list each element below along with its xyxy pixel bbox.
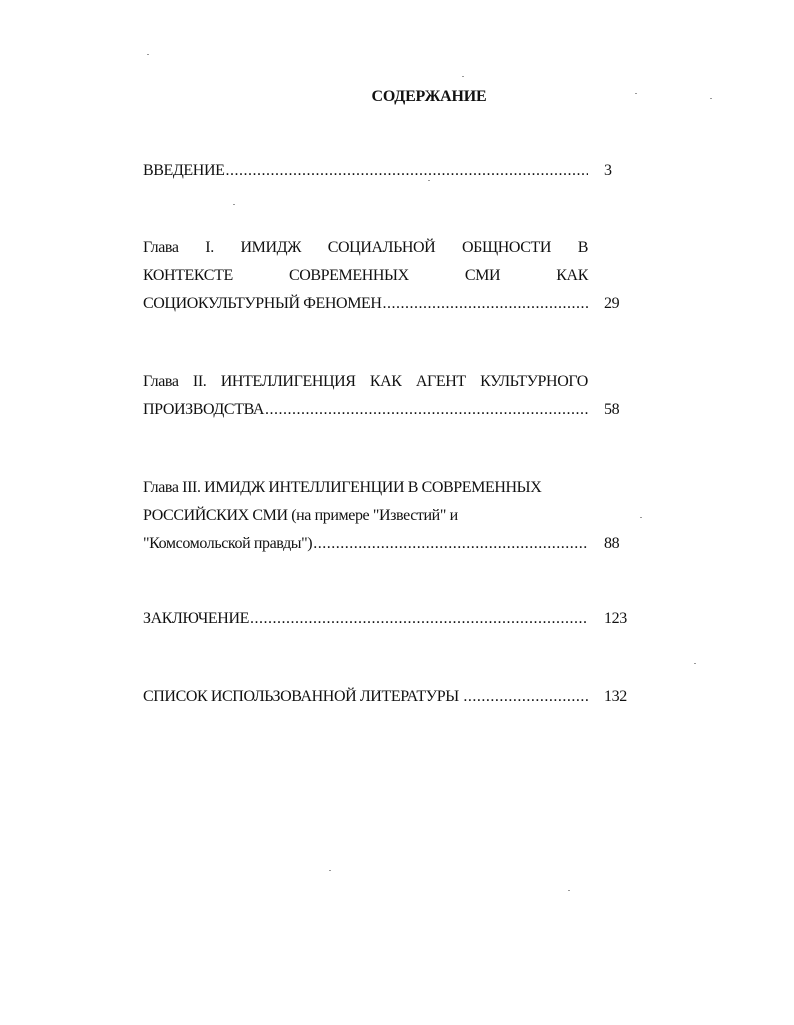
toc-entry-line <box>143 157 633 185</box>
toc-title-text: СОДЕРЖАНИЕ <box>371 88 487 105</box>
toc-word: КАК <box>556 267 588 284</box>
toc-page-number: 132 <box>604 688 627 705</box>
toc-entry-label: СОЦИОКУЛЬТУРНЫЙ ФЕНОМЕН <box>143 295 382 312</box>
toc-entry-bibliography <box>143 683 633 711</box>
toc-entry-label: ВВЕДЕНИЕ <box>143 162 225 179</box>
toc-entry-label: ЗАКЛЮЧЕНИЕ <box>143 610 249 627</box>
toc-entry-line <box>143 290 633 318</box>
toc-leader-dots <box>313 530 588 558</box>
scan-speck <box>635 93 637 94</box>
toc-word: ОБЩНОСТИ <box>462 239 552 256</box>
toc-word: ИНТЕЛЛИГЕНЦИЯ <box>220 373 356 390</box>
scan-speck <box>710 98 712 99</box>
toc-word: СМИ <box>464 267 501 284</box>
scan-speck <box>694 663 696 664</box>
toc-entry-line <box>143 234 588 262</box>
toc-entry-line <box>143 396 633 424</box>
toc-word: СОВРЕМЕННЫХ <box>288 267 409 284</box>
toc-entry-line: РОССИЙСКИХ СМИ (на примере "Известий" и <box>143 507 458 524</box>
scan-speck <box>147 54 149 55</box>
toc-page-number: 29 <box>604 295 620 312</box>
toc-leader-dots <box>250 605 588 633</box>
toc-word: КОНТЕКСТЕ <box>143 267 233 284</box>
toc-entry-label: СПИСОК ИСПОЛЬЗОВАННОЙ ЛИТЕРАТУРЫ <box>143 688 463 705</box>
toc-title <box>0 88 794 106</box>
toc-leader-dots <box>383 290 588 318</box>
toc-page-number: 123 <box>604 610 627 627</box>
toc-word: АГЕНТ <box>415 373 466 390</box>
toc-word: СОЦИАЛЬНОЙ <box>327 239 436 256</box>
toc-entry-chapter-2 <box>143 368 633 424</box>
toc-word: В <box>577 239 588 256</box>
toc-page-number: 3 <box>604 162 612 179</box>
toc-word: I. <box>205 239 214 256</box>
toc-page-number: 88 <box>604 535 620 552</box>
toc-word: КАК <box>369 373 402 390</box>
toc-leader-dots <box>463 683 588 711</box>
scan-speck <box>233 204 235 205</box>
toc-entry-line <box>143 530 633 558</box>
toc-entry-line: Глава III. ИМИДЖ ИНТЕЛЛИГЕНЦИИ В СОВРЕМЕННЫХ <box>143 479 542 496</box>
toc-entry-line <box>143 683 633 711</box>
toc-entry-line <box>143 368 588 396</box>
toc-word: ИМИДЖ <box>240 239 302 256</box>
toc-entry-label: ПРОИЗВОДСТВА <box>143 401 264 418</box>
toc-word: II. <box>192 373 207 390</box>
toc-entry-chapter-1 <box>143 234 633 318</box>
toc-word: Глава <box>143 239 179 256</box>
toc-leader-dots <box>226 157 589 185</box>
toc-entry-chapter-3 <box>143 474 633 558</box>
toc-leader-dots <box>265 396 588 424</box>
toc-entry-line <box>143 605 633 633</box>
scan-speck <box>640 517 642 518</box>
scan-speck <box>568 890 570 891</box>
toc-word: КУЛЬТУРНОГО <box>480 373 588 390</box>
scan-speck <box>462 76 464 77</box>
toc-page-number: 58 <box>604 401 620 418</box>
toc-entry-label: "Комсомольской правды") <box>143 535 313 552</box>
toc-entry-line <box>143 262 588 290</box>
toc-entry-introduction <box>143 157 633 185</box>
scan-speck <box>428 180 430 181</box>
toc-entry-conclusion <box>143 605 633 633</box>
toc-word: Глава <box>143 373 179 390</box>
scan-speck <box>329 870 331 871</box>
